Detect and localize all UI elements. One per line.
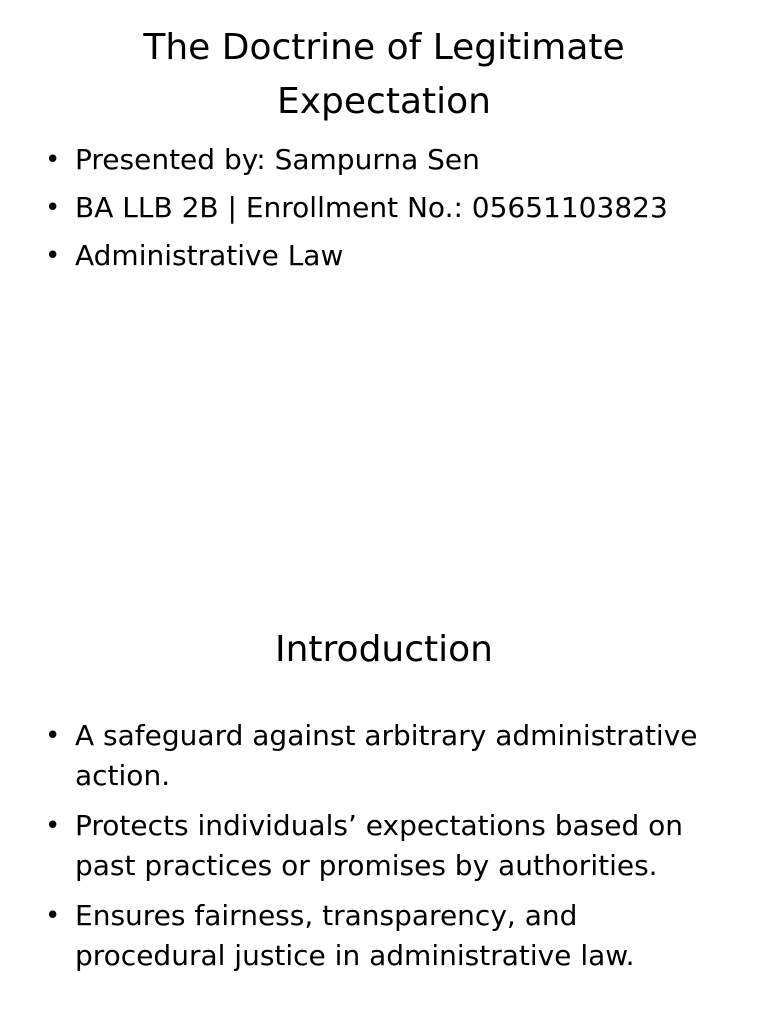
bullet-icon: • bbox=[45, 901, 61, 931]
introduction-slide bbox=[0, 600, 768, 1024]
bullet-text: A safeguard against arbitrary administrative action. bbox=[75, 719, 698, 792]
bullet-icon: • bbox=[45, 193, 61, 223]
bullet-item bbox=[45, 188, 735, 236]
bullet-text: Ensures fairness, transparency, and procedural justice in administrative law. bbox=[75, 899, 635, 972]
bullet-list bbox=[45, 716, 735, 986]
bullet-icon: • bbox=[45, 721, 61, 751]
bullet-item bbox=[45, 806, 735, 886]
slide-title: Introduction bbox=[274, 629, 493, 670]
bullet-icon: • bbox=[45, 145, 61, 175]
bullet-text: Administrative Law bbox=[75, 239, 344, 272]
bullet-icon: • bbox=[45, 241, 61, 271]
bullet-icon: • bbox=[45, 811, 61, 841]
bullet-text: BA LLB 2B | Enrollment No.: 05651103823 bbox=[75, 191, 668, 224]
bullet-item bbox=[45, 236, 735, 284]
bullet-item bbox=[45, 140, 735, 188]
bullet-item bbox=[45, 716, 735, 796]
bullet-list bbox=[45, 140, 735, 284]
slide-title: The Doctrine of Legitimate Expectation bbox=[143, 27, 625, 122]
bullet-item bbox=[45, 896, 735, 976]
bullet-text: Protects individuals’ expectations based on past practices or promises by authorities. bbox=[75, 809, 684, 882]
bullet-text: Presented by: Sampurna Sen bbox=[75, 143, 480, 176]
